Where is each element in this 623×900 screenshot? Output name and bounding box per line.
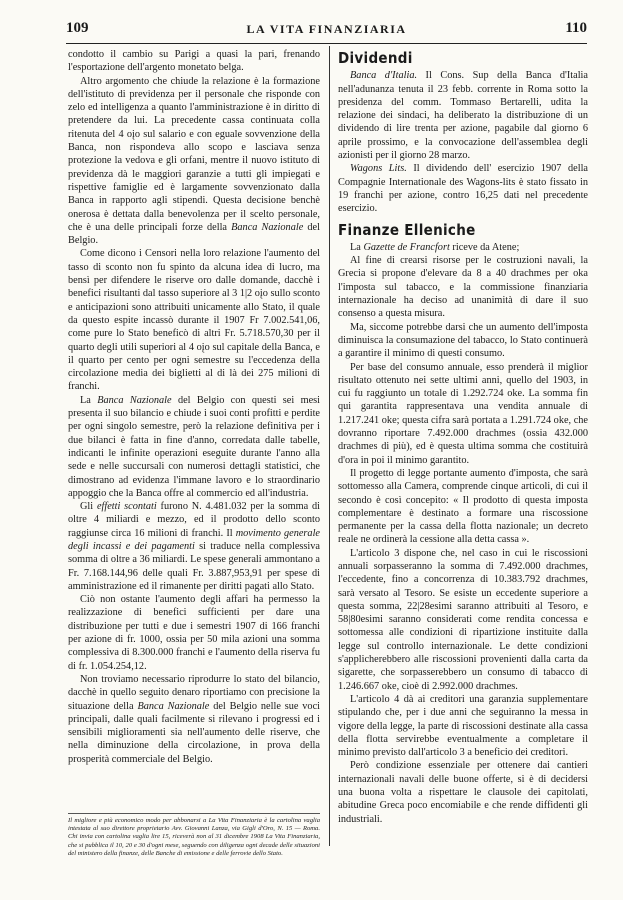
paragraph: Ciò non ostante l'aumento degli affari ha permesso la realizzazione di benefici sufficienti per dare una distribuzione per tutti e due i semestri 1907 di 166 franchi per azione di fr. 1000, ossia per 50 mila azioni una somma complessiva di 8.300.000 franchi e l'aumento della riserva fu di fr. 1.054.254,12. (68, 594, 320, 672)
subscription-footnote: Il migliore e più economico modo per abbonarsi a La Vita Finanziaria è la cartolina vaglia intestata al suo direttore proprietario Avv. Giovanni Lanza, via Gigli d'Oro, N. 15 — Roma. Chi invia con cartolina vaglia lire 15, riceverà non al 31 dicembre 1908 La Vita Finanziaria, che si pubblica il 10, 20 e 30 d'ogni mese, seguendo con diligenza ogni decade delle situazioni del ministero della finanze, delle Banche di emissione e delle ferrovie dello Stato. (68, 813, 320, 858)
paragraph: La Gazette de Francfort riceve da Atene; (350, 241, 520, 253)
paragraph: Il progetto di legge portante aumento d'imposta, che sarà sottomesso alla Camera, comprende cinque articoli, di cui il secondo è così concepito: « Il prodotto di questa imposta complementare è destinato a formare una riscossione permanente per la cassa della flotta nazionale; un decreto reale ne ordinerà la cessione alla detta cassa ». (338, 467, 588, 546)
header-rule (66, 43, 587, 44)
section-title-dividendi: Dividendi (338, 49, 413, 67)
paragraph: Gli effetti scontati furono N. 4.481.032 per la somma di oltre 4 miliardi e mezzo, ed il prodotto dello sconto raggiunse circa 16 milioni di franchi. Il movimento generale degli incassi e dei pagamenti si traduce nella complessiva somma di oltre a 36 miliardi. Le spese generali ammontano a Fr. 7.168.144,96 delle quali Fr. 3.887,953,91 per spese di amministrazione ed il rimanente per diritti pagati allo Stato. (68, 501, 320, 592)
paragraph: Non troviamo necessario riprodurre lo stato del bilancio, dacchè in quello seguito denaro riportiamo con precisione la situazione della Banca Nazionale del Belgio nelle sue voci principali, dalle quali facilmente si rilevano i progressi ed i sensibili miglioramenti sia nell'aumento delle riserve, che nella diminuzione della circolazione, in prova della prosperità commerciale del Belgio. (68, 673, 320, 765)
paragraph: La Banca Nazionale del Belgio con questi sei mesi presenta il suo bilancio e chiude i suoi conti profitti e perdite per ogni singolo semestre, però la relazione definitiva per i due bilanci è fatta in fine d'anno, corredata dalle tabelle, indicanti le infinite operazioni eseguite durante l'anno alla sede e nelle succursali con numerosi dettagli statistici, che dimostrano ad evidenza l'immane lavoro e lo straordinario appoggio che la Banca offre al commercio ed all'industria. (68, 394, 320, 499)
column-divider (329, 46, 330, 846)
paragraph: Ma, siccome potrebbe darsi che un aumento dell'imposta diminuisca la consumazione del tabacco, lo Stato continuerà a garantire il minimo di questi consumo. (338, 321, 588, 360)
paragraph: L'articolo 3 dispone che, nel caso in cui le riscossioni annuali sorpasseranno la somma di 7.492.000 drachmes, l'eccedente, fino a concorrenza di 10.383.792 drachmes, sarà versato al Tesoro. Se esiste un eccedente superiore a questa somma, 22|28esimi saranno attribuiti al Tesoro, e 58|80esimi saranno considerati come rendita concessa e sottomessa alle condizioni di ripartizione instituite dalla legge sul controllo internazionale. Le dette condizioni s'applicherebbero alle riscossioni provenienti dalla carta da sigarette, che sorpasserebbero un consumo di tabacco di 1.246.667 oke, cioè di 2.992.000 drachmes. (338, 547, 588, 692)
paragraph: L'articolo 4 dà ai creditori una garanzia supplementare stipulando che, per i due anni che seguiranno la messa in vigore della legge, la parte di riscossioni destinate alla cassa della flotta servirebbe eventualmente a completare il minimo previsto dall'articolo 3 a beneficio dei creditori. (338, 693, 588, 759)
section-title-finanze-elleniche: Finanze Elleniche (338, 220, 476, 239)
paragraph: Per base del consumo annuale, esso prenderà il miglior risultato ottenuto nei sette ultimi anni, quello del 1903, in cui fu raggiunto un totale di 1.292.724 oke. La somma fin qui garantita rappresentava una vendita annuale di 1.217.241 oke; questa cifra sarà portata a 1.291.724 oke, che dovranno riportare 7.492.000 drachmes (ossia 432.000 drachmes di più), ed è questa ultima somma che costituirà d'ora in poi il minimo garantito. (338, 361, 588, 466)
paragraph: Banca d'Italia. Il Cons. Sup della Banca d'Italia nell'adunanza tenuta il 23 febb. corrente in Roma sotto la presidenza del comm. Tommaso Bertarelli, udita la relazione dei sindaci, ha deliberato la distribuzione di un dividendo di lire trenta per azione, pagabile dal giorno 6 aprile prossimo, e la convocazione dell'assemblea degli azionisti per il giorno 28 marzo. (338, 70, 588, 162)
paragraph: Altro argomento che chiude la relazione è la formazione dell'istituto di previdenza per il personale che risponde con zelo ed intelligenza a quanto l'amministrazione è in diritto di pretendere da lui. La precedente cassa continuata colla ritenuta del 4 oįo sul salario e con eguale sovvenzione della Banca, non rispondeva allo scopo e lasciava senza protezione la vedova e gli orfani, mentre il nuovo istituto di previdenza dà le maggiori garanzie a tutti gli impiegati e rispettive famiglie ed è largamente sovvenzionato dalla Banca in rapporto agli stipendi. Questa decisione benchè onerosa è dettata dalla benevolenza per il scelto personale, che è una delle principali forze della Banca Nazionale del Belgio. (68, 75, 320, 247)
paragraph: Wagons Lits. Il dividendo dell' esercizio 1907 della Compagnie Internationale des Wagons-lits è stato fissato in 19 franchi per azione, contro 16,25 dati nel precedente esercizio. (338, 163, 588, 215)
paragraph: Però condizione essenziale per ottenere dai cantieri internazionali navali delle buone offerte, si è di decidersi una buona volta a rispettare le clausole dei capitolati, abitudine Greca poco encomiabile e che rende diffidenti gli industriali. (338, 760, 588, 825)
page-header (66, 20, 587, 42)
running-title: LA VITA FINANZIARIA (246, 22, 407, 36)
right-column (338, 48, 588, 848)
paragraph: Al fine di crearsi risorse per le costruzioni navali, la Grecia si propone d'elevare da 8 a 40 drachmes per oka l'imposta sul tabacco, e la commissione finanziaria internazionale ha deciso ad unanimità di dare il suo consenso a questa misura. (338, 255, 588, 320)
paragraph: Come dicono i Censori nella loro relazione l'aumento del tasso di sconto non fu spinto da alcuna idea di lucro, ma bensì per difendere le riserve oro dalle domande, dacchè i benefici risultanti dal tasso superiore al 3 1|2 oįo sullo sconto e anticipazioni sono attribuiti unicamente allo Stato, il quale da questo espite incassò durante il 1907 Fr 7.002.541,06, come pure lo Stato beneficò di altri Fr. 5.718.570,30 per il quarto degli utili superiori al 4 oįo sul capitale della Banca, e il quarto per cento per ogni semestre su l'eccedenza della circolazione media dei biglietti al di là dei 275 milioni di franchi. (68, 248, 320, 393)
left-column (68, 48, 320, 808)
paragraph: condotto il cambio su Parigi a quasi la pari, frenando l'esportazione dell'argento monetato belga. (68, 49, 320, 74)
page-number-left: 109 (66, 20, 89, 36)
page-number-right: 110 (565, 20, 587, 36)
